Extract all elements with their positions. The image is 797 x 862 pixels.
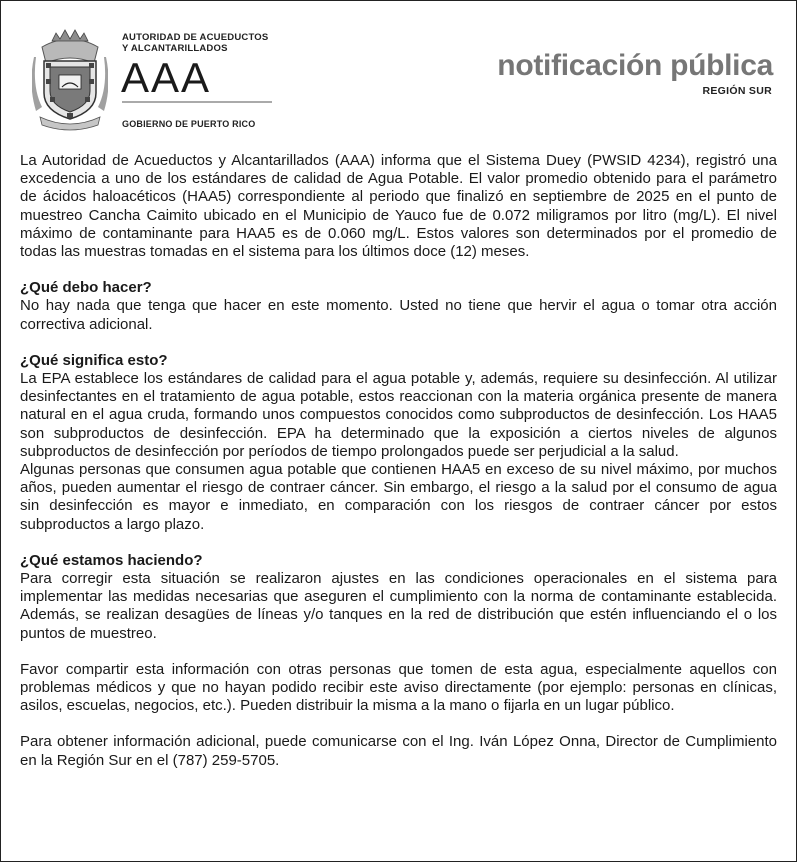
section-heading-actions: ¿Qué estamos haciendo?	[20, 551, 203, 569]
section-text-what-to-do: No hay nada que tenga que hacer en este momento. Usted no tiene que hervir el agua o tomar otra acción correctiva adicional.	[20, 297, 777, 333]
notice-body	[20, 152, 777, 770]
region-label: REGIÓN SUR	[702, 85, 772, 97]
contact-paragraph: Para obtener información adicional, puede comunicarse con el Ing. Iván López Onna, Director de Cumplimiento en la Región Sur en el (787) 259-5705.	[20, 733, 777, 769]
agency-name-line1: AUTORIDAD DE ACUEDUCTOS	[122, 32, 269, 43]
section-heading-what-to-do: ¿Qué debo hacer?	[20, 279, 152, 297]
share-paragraph: Favor compartir esta información con otras personas que tomen de esta agua, especialmente aquellos con problemas médicos y que no hayan podido recibir este aviso directamente (por ejemplo: personas en clínicas, asilos, escuelas, negocios, etc.). Pueden distribuir la misma a la mano o fijarla en un lugar público.	[20, 660, 777, 715]
agency-name	[122, 32, 268, 54]
notice-header	[0, 0, 797, 140]
puerto-rico-seal-icon	[32, 27, 108, 133]
section-text-meaning-1: La EPA establece los estándares de calidad para el agua potable y, además, requiere su desinfección. Al utilizar desinfectantes en el tratamiento de agua potable, estos reaccionan con la materia orgánica presente de manera natural en el agua cruda, formando unos compuestos conocidos como subproductos de desinfección. Los HAA5 son subproductos de desinfección. EPA ha determinado que la exposición a ciertos niveles de algunos subproductos de desinfección por períodos de tiempo prolongados puede ser perjudicial a la salud.	[20, 370, 777, 460]
agency-acronym: AAA	[121, 54, 212, 101]
acronym-divider	[122, 101, 272, 103]
government-label: GOBIERNO DE PUERTO RICO	[122, 119, 256, 129]
agency-name-line2: Y ALCANTARILLADOS	[122, 43, 228, 54]
section-text-meaning-2: Algunas personas que consumen agua potable que contienen HAA5 en exceso de su nivel máximo, por muchos años, pueden aumentar el riesgo de contraer cáncer. Sin embargo, el riesgo a la salud por el consumo de agua sin desinfección es mayor e inmediato, en comparación con los riesgos de contraer cáncer por estos subproductos a largo plazo.	[20, 461, 777, 533]
intro-paragraph: La Autoridad de Acueductos y Alcantarillados (AAA) informa que el Sistema Duey (PWSID 4234), registró una excedencia a uno de los estándares de calidad de Agua Potable. El valor promedio obtenido para el parámetro de ácidos haloacéticos (HAA5) correspondiente al periodo que finalizó en septiembre de 2025 en el punto de muestreo Cancha Caimito ubicado en el Municipio de Yauco fue de 0.072 miligramos por litro (mg/L). El nivel máximo de contaminante para HAA5 es de 0.060 mg/L. Estos valores son determinados por el promedio de todas las muestras tomadas en el sistema para los últimos doce (12) meses.	[20, 152, 777, 261]
section-text-actions: Para corregir esta situación se realizaron ajustes en las condiciones operacionales en el sistema para implementar las medidas necesarias que aseguren el cumplimiento con la norma de contaminante establecida. Además, se realizan desagües de líneas y/o tanques en la red de distribución que estén influenciando el o los puntos de muestreo.	[20, 570, 777, 642]
notice-title: notificación pública	[497, 49, 773, 82]
section-heading-meaning: ¿Qué significa esto?	[20, 351, 168, 369]
